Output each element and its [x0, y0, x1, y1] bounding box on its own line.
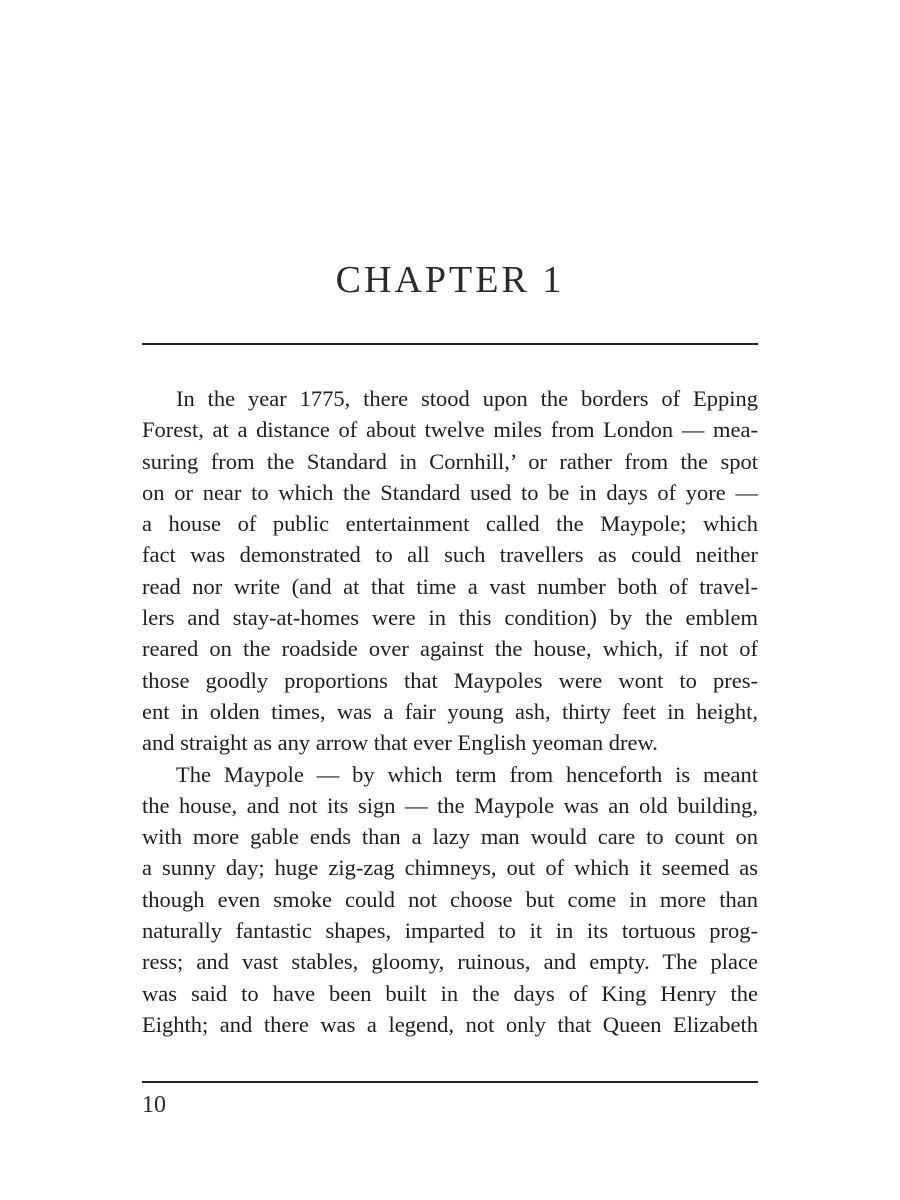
text-line: lers and stay-at-homes were in this condition) by the emblem [142, 605, 758, 631]
text-line: a house of public entertainment called the Maypole; which [142, 511, 758, 537]
text-line: suring from the Standard in Cornhill,’ or rather from the spot [142, 448, 758, 474]
text-line: with more gable ends than a lazy man would care to count on [142, 824, 758, 850]
text-line: The Maypole — by which term from henceforth is meant [176, 761, 758, 787]
text-line: though even smoke could not choose but come in more than [142, 886, 758, 912]
text-line: In the year 1775, there stood upon the borders of Epping [176, 386, 758, 411]
text-line: the house, and not its sign — the Maypole was an old building, [142, 792, 758, 818]
text-line: Eighth; and there was a legend, not only that Queen Elizabeth [142, 1011, 758, 1037]
paragraph-2 [142, 759, 758, 1041]
text-line: those goodly proportions that Maypoles were wont to pres- [142, 667, 758, 693]
body-text [142, 383, 758, 1040]
text-line: naturally fantastic shapes, imparted to it in its tortuous prog- [142, 918, 758, 944]
text-line: ress; and vast stables, gloomy, ruinous, and empty. The place [142, 949, 758, 975]
text-line: read nor write (and at that time a vast number both of travel- [142, 573, 758, 599]
paragraph-1 [142, 383, 758, 759]
text-line: on or near to which the Standard used to be in days of yore — [142, 479, 758, 505]
text-line: fact was demonstrated to all such travellers as could neither [142, 542, 758, 568]
text-line: ent in olden times, was a fair young ash, thirty feet in height, [142, 698, 758, 724]
chapter-title: CHAPTER 1 [335, 259, 565, 301]
top-rule [142, 343, 758, 345]
page-number: 10 [142, 1092, 166, 1118]
text-line: a sunny day; huge zig-zag chimneys, out of which it seemed as [142, 855, 758, 881]
text-line: Forest, at a distance of about twelve miles from London — mea- [142, 417, 758, 443]
text-line: was said to have been built in the days of King Henry the [142, 980, 758, 1006]
bottom-rule [142, 1081, 758, 1083]
text-line: reared on the roadside over against the house, which, if not of [142, 636, 758, 662]
text-line: and straight as any arrow that ever English yeoman drew. [142, 730, 658, 756]
